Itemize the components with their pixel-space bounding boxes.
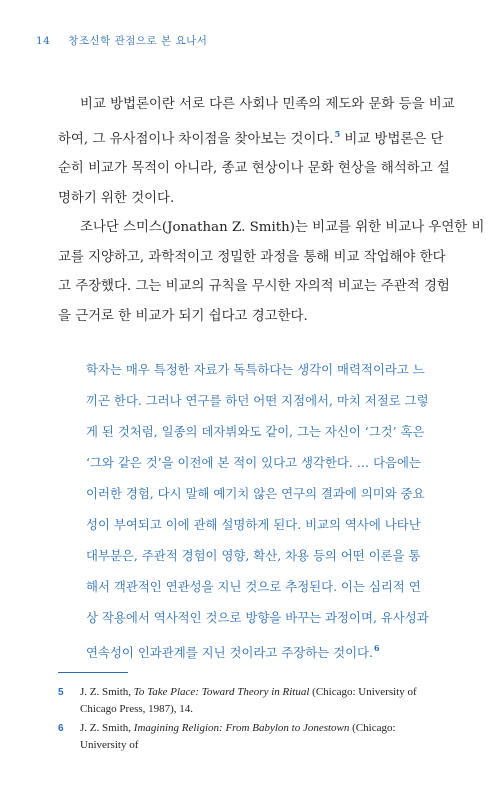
quote-line: 상 작용에서 역사적인 것으로 방향을 바꾸는 과정이며, 유사성과 — [86, 610, 429, 625]
quote-line-text: 연속성이 인과관계를 지닌 것이라고 주장하는 것이다. — [86, 645, 373, 660]
body-line-text: 하여, 그 유사점이나 차이점을 찾아보는 것이다. — [58, 131, 334, 147]
footnote-title: To Take Place: Toward Theory in Ritual — [133, 686, 310, 698]
footnote-author: J. Z. Smith, — [80, 722, 134, 734]
footnote-number: 6 — [58, 723, 64, 734]
body-line-text: 비교 방법론은 단 — [344, 131, 444, 147]
quote-line: 게 된 것처럼, 일종의 데자뷔와도 같이, 그는 자신이 ‘그것’ 혹은 — [86, 424, 425, 439]
quote-line: ‘그와 같은 것’을 이전에 본 적이 있다고 생각한다. … 다음에는 — [86, 455, 421, 470]
quote-line: 대부분은, 주관적 경험이 영향, 확산, 차용 등의 어떤 이론을 통 — [86, 548, 421, 563]
block-quote — [86, 354, 446, 668]
book-title: 창조신학 관점으로 본 요나서 — [68, 35, 208, 47]
body-line: 비교 방법론이란 서로 다른 사회나 민족의 제도와 문화 등을 비교 — [80, 97, 455, 112]
quote-line: 끼곤 한다. 그러나 연구를 하던 어떤 지점에서, 마치 저절로 그렇 — [86, 393, 429, 408]
footnote-author: J. Z. Smith, — [80, 686, 134, 698]
paragraph-2 — [58, 213, 485, 331]
body-line: 고 주장했다. 그는 비교의 규칙을 무시한 자의적 비교는 주관적 경험 — [58, 279, 450, 294]
footnote-number: 5 — [58, 687, 64, 698]
page-number: 14 — [36, 35, 51, 47]
body-line: 조나단 스미스(Jonathan Z. Smith)는 비교를 위한 비교나 우연한 비 — [80, 220, 485, 235]
footnote-6 — [58, 720, 444, 754]
quote-line: 성이 부여되고 이에 관해 설명하게 된다. 비교의 역사에 나타난 — [86, 517, 421, 532]
quote-line: 이러한 경험, 다시 말해 예기치 않은 연구의 결과에 의미와 중요 — [86, 486, 425, 501]
body-line: 순히 비교가 목적이 아니라, 종교 현상이나 문화 현상을 해석하고 설 — [58, 161, 450, 176]
footnote-divider — [58, 672, 128, 673]
footnote-ref-6[interactable]: 6 — [373, 643, 380, 653]
running-header — [36, 33, 207, 48]
footnote-publication: (Chicago: University of Chicago Press, 1987), 14. — [80, 686, 417, 715]
paragraph-1 — [58, 90, 455, 213]
footnotes — [58, 684, 444, 756]
quote-line: 학자는 매우 특정한 자료가 독특하다는 생각이 매력적이라고 느 — [86, 362, 425, 377]
footnote-ref-5[interactable]: 5 — [334, 128, 341, 139]
body-line: 교를 지양하고, 과학적이고 정밀한 과정을 통해 비교 작업해야 한다 — [58, 249, 446, 265]
quote-line: 해서 객관적인 연관성을 지닌 것으로 추정된다. 이는 심리적 연 — [86, 579, 421, 594]
body-line: 을 근거로 한 비교가 되기 쉽다고 경고한다. — [58, 308, 308, 324]
body-line — [58, 120, 444, 155]
footnote-5 — [58, 684, 444, 718]
footnote-publication: (Chicago: University of — [80, 722, 396, 751]
quote-line — [86, 633, 446, 668]
body-line: 명하기 위한 것이다. — [58, 190, 175, 206]
footnote-title: Imagining Religion: From Babylon to Jonestown — [133, 722, 350, 734]
body-text — [58, 90, 485, 331]
